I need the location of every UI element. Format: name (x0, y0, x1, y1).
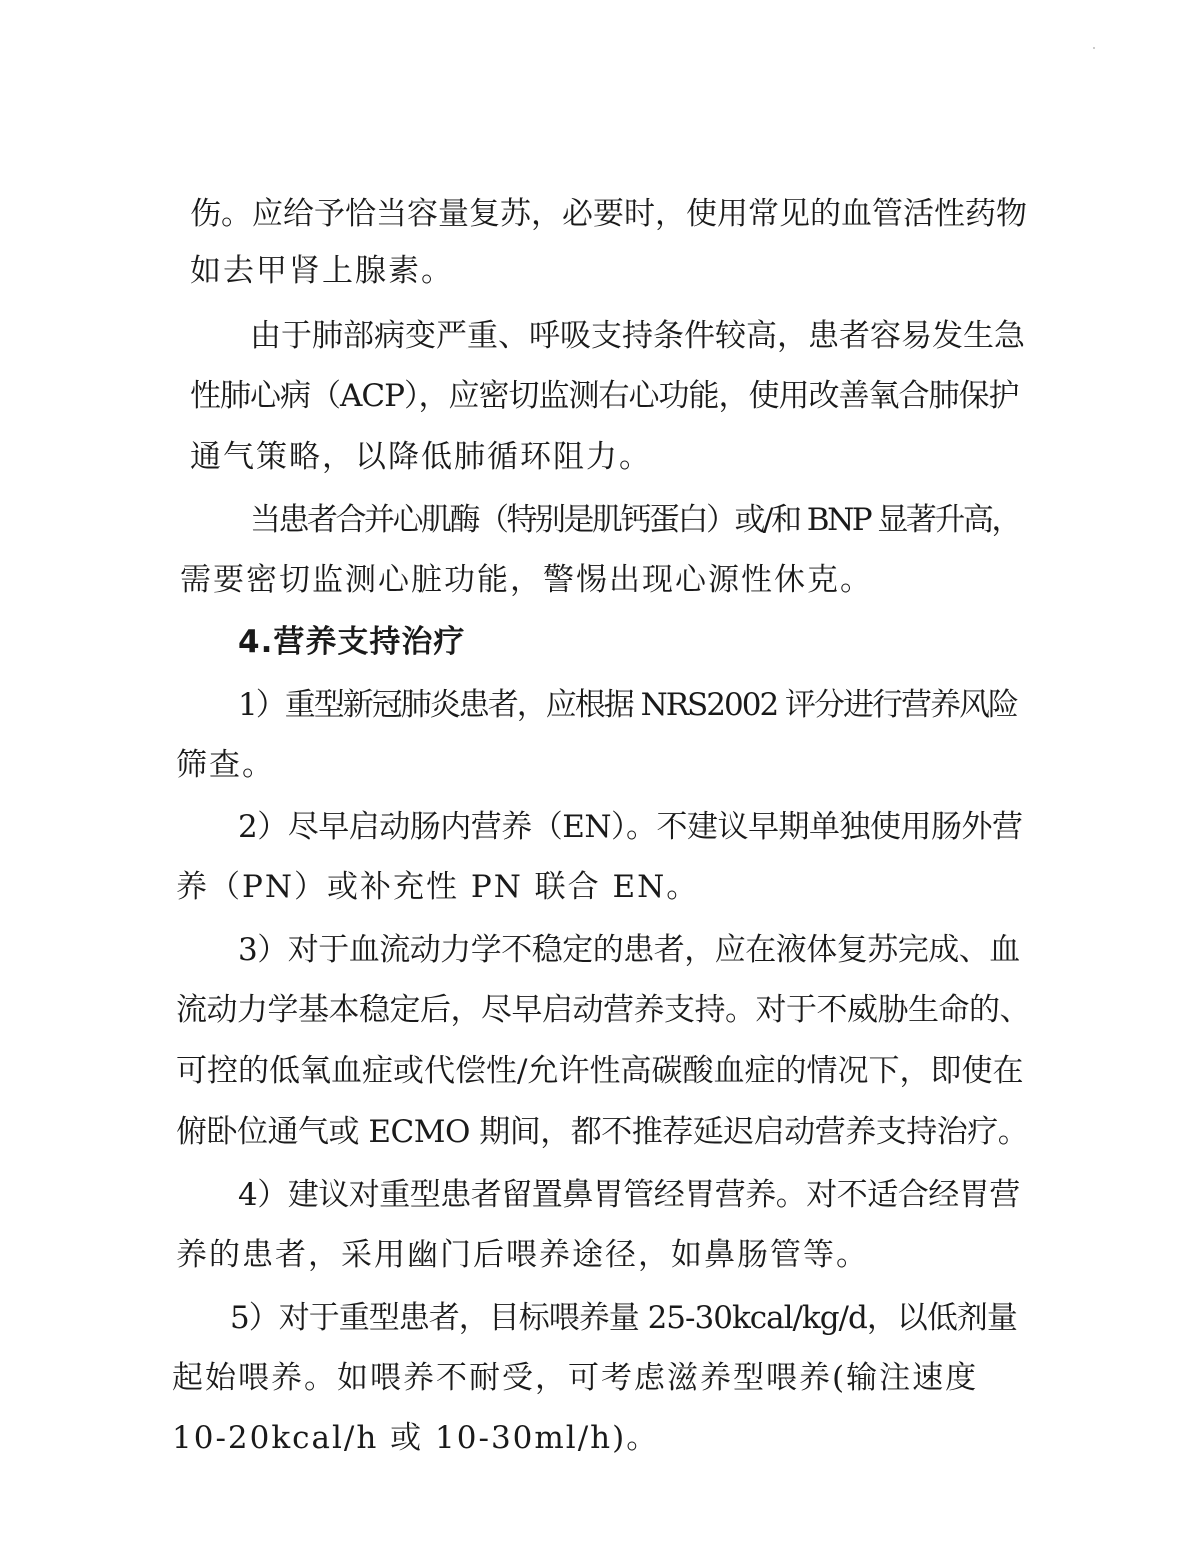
paragraph-start: 由于肺部病变严重、呼吸支持条件较高，患者容易发生急 (250, 318, 1025, 354)
section-heading: 4.营养支持治疗 (238, 624, 466, 660)
text-line: 俯卧位通气或 ECMO 期间，都不推荐延迟启动营养支持治疗。 (176, 1114, 1029, 1150)
paragraph-start: 当患者合并心肌酶（特别是肌钙蛋白）或/和 BNP 显著升高， (250, 502, 1020, 538)
text-line: 通气策略，以降低肺循环阻力。 (190, 439, 652, 475)
text-line: 起始喂养。如喂养不耐受，可考虑滋养型喂养(输注速度 (172, 1360, 979, 1396)
list-item-start: 3）对于血流动力学不稳定的患者，应在液体复苏完成、血 (238, 932, 1020, 968)
text-line: 性肺心病（ACP），应密切监测右心功能，使用改善氧合肺保护 (190, 378, 1019, 414)
text-line: 养（PN）或补充性 PN 联合 EN。 (176, 869, 700, 905)
text-line: 流动力学基本稳定后，尽早启动营养支持。对于不威胁生命的、 (176, 992, 1030, 1028)
list-item-start: 1）重型新冠肺炎患者，应根据 NRS2002 评分进行营养风险 (238, 687, 1018, 723)
text-line: 伤。应给予恰当容量复苏，必要时，使用常见的血管活性药物 (190, 196, 1027, 232)
text-line: 可控的低氧血症或代偿性/允许性高碳酸血症的情况下，即使在 (176, 1053, 1024, 1089)
scan-speck (1093, 47, 1095, 49)
text-line: 养的患者，采用幽门后喂养途径，如鼻肠管等。 (176, 1237, 869, 1273)
list-item-start: 2）尽早启动肠内营养（EN）。不建议早期单独使用肠外营 (238, 809, 1023, 845)
list-item-start: 5）对于重型患者，目标喂养量 25-30kcal/kg/d，以低剂量 (230, 1300, 1017, 1336)
text-line: 筛查。 (176, 747, 275, 783)
text-line: 需要密切监测心脏功能，警惕出现心源性休克。 (180, 562, 873, 598)
text-line: 10-20kcal/h 或 10-30ml/h)。 (172, 1420, 660, 1456)
list-item-start: 4）建议对重型患者留置鼻胃管经胃营养。对不适合经胃营 (238, 1177, 1020, 1213)
text-line: 如去甲肾上腺素。 (190, 253, 454, 289)
